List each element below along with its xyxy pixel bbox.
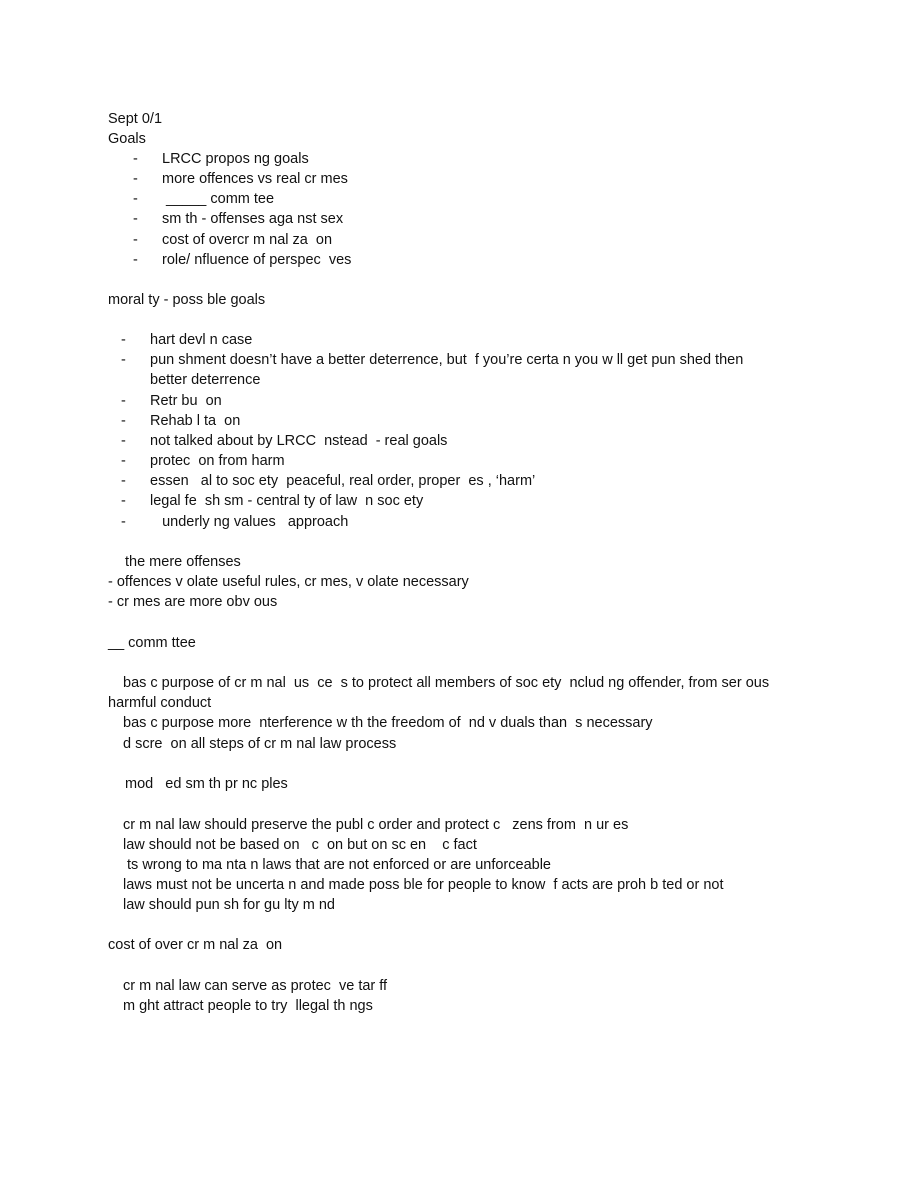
bullet-dash: - xyxy=(133,232,138,248)
morality-item-continuation: better deterrence xyxy=(150,372,261,388)
committee-paragraph: bas c purpose more nterference w th the freedom of nd v duals than s necessary xyxy=(123,715,653,731)
principle-line: law should not be based on c on but on sc en c fact xyxy=(123,837,477,853)
bullet-dash: - xyxy=(121,433,126,449)
bullet-dash: - xyxy=(121,332,126,348)
bullet-dash: - xyxy=(133,171,138,187)
bullet-dash: - xyxy=(133,151,138,167)
bullet-dash: - xyxy=(133,191,138,207)
principle-line: ts wrong to ma nta n laws that are not enforced or are unforceable xyxy=(123,857,551,873)
goal-item: LRCC propos ng goals xyxy=(162,151,309,167)
offenses-line: - offences v olate useful rules, cr mes, v olate necessary xyxy=(108,574,469,590)
goals-heading: Goals xyxy=(108,131,146,147)
goal-item: sm th - offenses aga nst sex xyxy=(162,211,344,227)
morality-item: hart devl n case xyxy=(150,332,253,348)
principle-line: cr m nal law should preserve the publ c order and protect c zens from n ur es xyxy=(123,817,629,833)
goal-item: role/ nfluence of perspec ves xyxy=(162,252,352,268)
committee-paragraph: bas c purpose of cr m nal us ce s to protect all members of soc ety nclud ng offender, from ser ous xyxy=(123,675,770,691)
date-line: Sept 0/1 xyxy=(108,111,163,127)
bullet-dash: - xyxy=(121,473,126,489)
bullet-dash: - xyxy=(121,453,126,469)
committee-paragraph: d scre on all steps of cr m nal law process xyxy=(123,736,397,752)
bullet-dash: - xyxy=(133,211,138,227)
morality-item: Rehab l ta on xyxy=(150,413,241,429)
bullet-dash: - xyxy=(133,252,138,268)
bullet-dash: - xyxy=(121,514,126,530)
morality-item: underly ng values approach xyxy=(150,514,349,530)
morality-heading: moral ty - poss ble goals xyxy=(108,292,266,308)
bullet-dash: - xyxy=(121,493,126,509)
goal-item: more offences vs real cr mes xyxy=(162,171,348,187)
principle-line: laws must not be uncerta n and made poss ble for people to know f acts are proh b ted or not xyxy=(123,877,724,893)
committee-heading: __ comm ttee xyxy=(108,635,196,651)
bullet-dash: - xyxy=(121,413,126,429)
cost-heading: cost of over cr m nal za on xyxy=(108,937,283,953)
goal-item: cost of overcr m nal za on xyxy=(162,232,333,248)
cost-line: cr m nal law can serve as protec ve tar ff xyxy=(123,978,388,994)
morality-item: legal fe sh sm - central ty of law n soc ety xyxy=(150,493,424,509)
morality-item: protec on from harm xyxy=(150,453,285,469)
bullet-dash: - xyxy=(121,352,126,368)
committee-paragraph-continuation: harmful conduct xyxy=(108,695,212,711)
offenses-line: - cr mes are more obv ous xyxy=(108,594,278,610)
morality-item: Retr bu on xyxy=(150,393,222,409)
modified-heading: mod ed sm th pr nc ples xyxy=(125,776,288,792)
morality-item: pun shment doesn’t have a better deterrence, but f you’re certa n you w ll get pun shed then xyxy=(150,352,744,368)
morality-item: essen al to soc ety peaceful, real order, proper es , ‘harm’ xyxy=(150,473,536,489)
cost-line: m ght attract people to try llegal th ngs xyxy=(123,998,373,1014)
principle-line: law should pun sh for gu lty m nd xyxy=(123,897,335,913)
offenses-heading: the mere offenses xyxy=(125,554,241,570)
morality-item: not talked about by LRCC nstead - real goals xyxy=(150,433,448,449)
goal-item: _____ comm tee xyxy=(162,191,275,207)
bullet-dash: - xyxy=(121,393,126,409)
